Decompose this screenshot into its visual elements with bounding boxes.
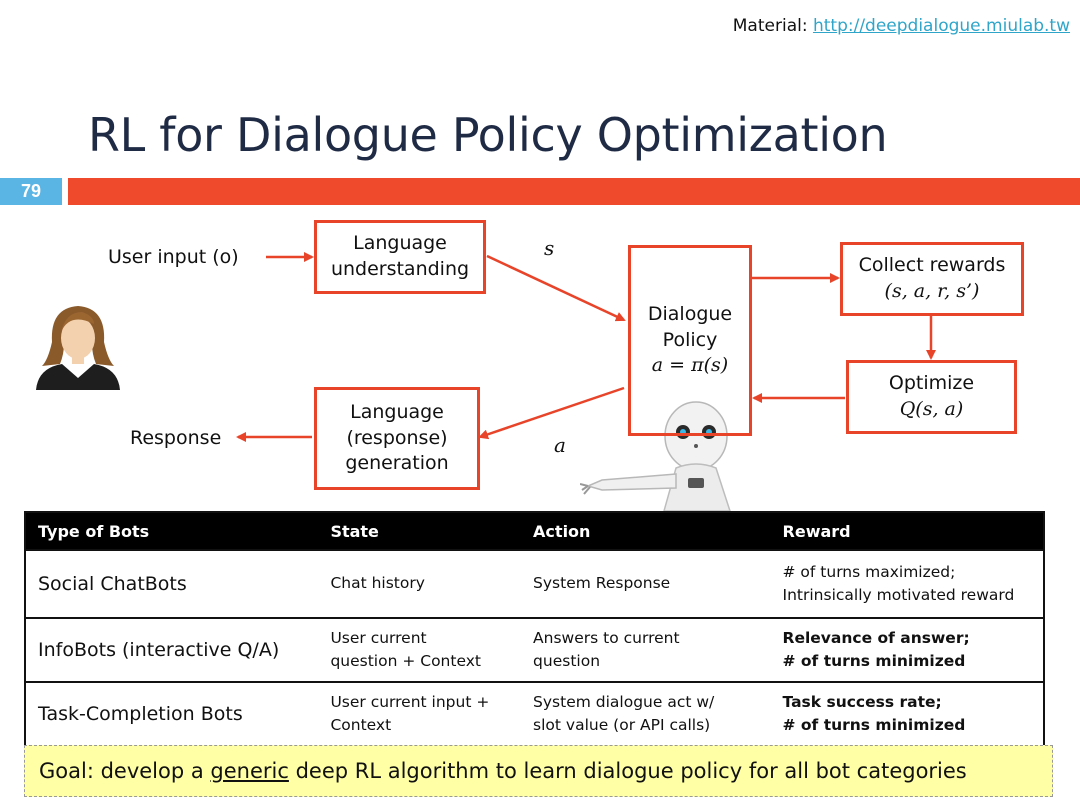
goal-statement bbox=[24, 745, 1053, 797]
reward-line: # of turns minimized bbox=[782, 716, 966, 734]
bot-types-table bbox=[24, 511, 1045, 747]
state-cell bbox=[318, 682, 521, 746]
action-cell bbox=[521, 682, 770, 746]
table-row bbox=[25, 550, 1044, 618]
table-row bbox=[25, 618, 1044, 682]
goal-suffix: deep RL algorithm to learn dialogue policy for all bot categories bbox=[288, 759, 967, 783]
header-action: Action bbox=[521, 512, 770, 550]
state-cell bbox=[318, 618, 521, 682]
state-line: User current input + bbox=[330, 692, 490, 711]
table-header-row bbox=[25, 512, 1044, 550]
reward-line: Relevance of answer; bbox=[782, 628, 970, 647]
reward-line: Intrinsically motivated reward bbox=[782, 586, 1015, 604]
nlg-box-line2: (response) bbox=[346, 426, 448, 449]
state-variable-label: s bbox=[544, 236, 555, 260]
header-type-of-bots: Type of Bots bbox=[25, 512, 318, 550]
policy-box-line2: Policy bbox=[662, 328, 718, 351]
reward-cell bbox=[771, 550, 1044, 618]
state-cell: Chat history bbox=[318, 550, 521, 618]
optimize-box-label: Optimize bbox=[888, 372, 975, 395]
nlg-box-line1: Language bbox=[350, 401, 444, 424]
action-variable-label: a bbox=[554, 433, 566, 457]
material-link[interactable]: http://deepdialogue.miulab.tw bbox=[812, 16, 1070, 36]
action-cell: System Response bbox=[521, 550, 770, 618]
language-understanding-box bbox=[314, 220, 486, 294]
page-number: 79 bbox=[0, 178, 62, 205]
reward-line: # of turns maximized; bbox=[782, 562, 956, 581]
state-line: User current bbox=[330, 628, 427, 647]
reward-line: Task success rate; bbox=[782, 692, 942, 711]
collect-rewards-box bbox=[840, 242, 1024, 316]
dialogue-policy-box bbox=[628, 245, 752, 436]
goal-prefix: Goal: develop a bbox=[39, 759, 211, 783]
bot-type-cell: Social ChatBots bbox=[25, 550, 318, 618]
user-woman-icon bbox=[32, 302, 124, 390]
policy-box-line1: Dialogue bbox=[647, 303, 733, 326]
goal-emphasis: generic bbox=[210, 759, 289, 783]
action-line: question bbox=[533, 652, 601, 670]
policy-formula: a = π(s) bbox=[651, 354, 729, 377]
collect-formula: (s, a, r, s’) bbox=[884, 280, 980, 302]
user-input-label: User input (o) bbox=[108, 246, 239, 268]
page-title: RL for Dialogue Policy Optimization bbox=[88, 108, 888, 162]
table-row bbox=[25, 682, 1044, 746]
arrow-lu-to-policy bbox=[487, 256, 624, 320]
header-reward: Reward bbox=[771, 512, 1044, 550]
reward-cell bbox=[771, 618, 1044, 682]
bot-type-cell: Task-Completion Bots bbox=[25, 682, 318, 746]
lu-box-label: Language understanding bbox=[330, 232, 470, 280]
language-generation-box bbox=[314, 387, 480, 490]
optimize-formula: Q(s, a) bbox=[899, 398, 964, 420]
reward-line: # of turns minimized bbox=[782, 652, 966, 670]
reward-cell bbox=[771, 682, 1044, 746]
response-label: Response bbox=[130, 427, 222, 449]
action-cell bbox=[521, 618, 770, 682]
nlg-box-line3: generation bbox=[345, 452, 449, 475]
action-line: System dialogue act w/ bbox=[533, 692, 715, 711]
state-line: Context bbox=[330, 716, 392, 734]
action-line: Answers to current bbox=[533, 628, 680, 647]
action-line: slot value (or API calls) bbox=[533, 716, 711, 734]
bot-type-cell: InfoBots (interactive Q/A) bbox=[25, 618, 318, 682]
material-label: Material: bbox=[732, 16, 808, 36]
collect-box-label: Collect rewards bbox=[858, 254, 1006, 277]
optimize-box bbox=[846, 360, 1017, 434]
state-line: question + Context bbox=[330, 652, 481, 670]
header-state: State bbox=[318, 512, 521, 550]
